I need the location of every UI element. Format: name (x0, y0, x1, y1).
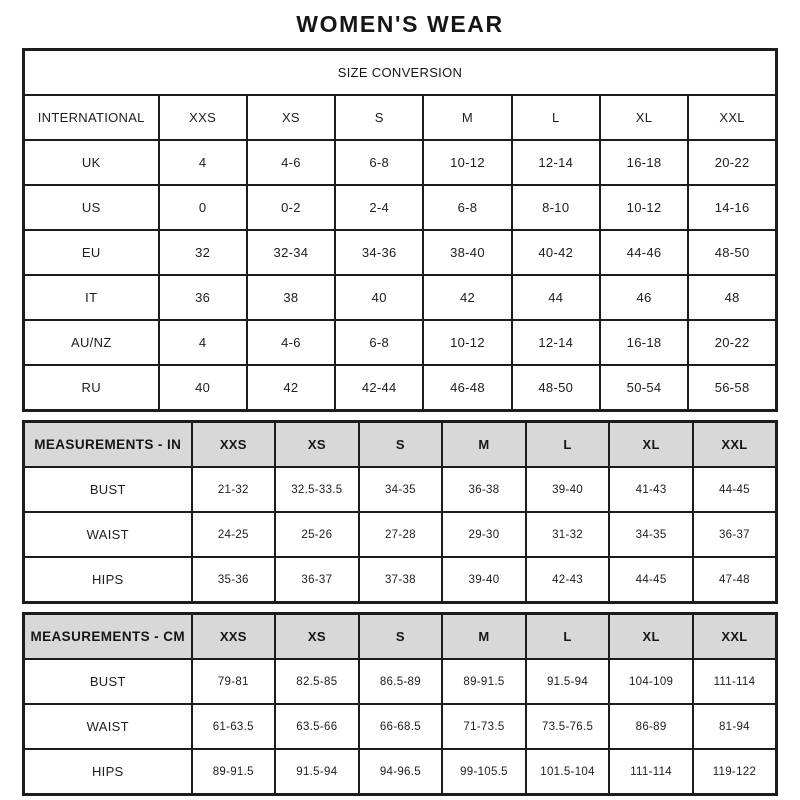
measurement-value: 89-91.5 (192, 749, 276, 795)
col-header-international: INTERNATIONAL (24, 95, 159, 140)
size-value: 0 (159, 185, 247, 230)
size-value: 6-8 (335, 320, 423, 365)
table-row-uk (24, 140, 777, 185)
size-conversion-banner: SIZE CONVERSION (24, 50, 777, 96)
page-title: WOMEN'S WEAR (296, 11, 504, 37)
col-header-m: M (442, 614, 526, 660)
measurements-cm-header-row (24, 614, 777, 660)
size-value: 36 (159, 275, 247, 320)
size-value: 4 (159, 140, 247, 185)
size-conversion-table (22, 48, 778, 412)
size-value: 48-50 (512, 365, 600, 411)
col-header-l: L (512, 95, 600, 140)
measurement-value: 42-43 (526, 557, 610, 603)
size-value: 6-8 (423, 185, 511, 230)
col-header-xs: XS (275, 614, 359, 660)
size-value: 8-10 (512, 185, 600, 230)
table-row-it (24, 275, 777, 320)
size-value: 4-6 (247, 140, 335, 185)
measurement-value: 24-25 (192, 512, 276, 557)
table-row-eu (24, 230, 777, 275)
measurement-value: 36-38 (442, 467, 526, 512)
col-header-xxl: XXL (688, 95, 776, 140)
region-label: US (24, 185, 159, 230)
size-value: 44 (512, 275, 600, 320)
size-value: 46 (600, 275, 688, 320)
measurements-in-table (22, 420, 778, 604)
size-value: 10-12 (423, 140, 511, 185)
size-value: 34-36 (335, 230, 423, 275)
measurement-value: 37-38 (359, 557, 443, 603)
table-row-us (24, 185, 777, 230)
col-header-xl: XL (609, 422, 693, 468)
measurement-value: 89-91.5 (442, 659, 526, 704)
measurement-value: 36-37 (275, 557, 359, 603)
col-header-xs: XS (275, 422, 359, 468)
measurement-value: 36-37 (693, 512, 777, 557)
size-value: 20-22 (688, 140, 776, 185)
size-value: 10-12 (600, 185, 688, 230)
size-conversion-banner-row (24, 50, 777, 96)
measurement-value: 39-40 (526, 467, 610, 512)
measurement-value: 66-68.5 (359, 704, 443, 749)
measurement-value: 91.5-94 (275, 749, 359, 795)
size-value: 14-16 (688, 185, 776, 230)
size-value: 56-58 (688, 365, 776, 411)
size-value: 42-44 (335, 365, 423, 411)
measurement-value: 111-114 (609, 749, 693, 795)
measurement-value: 47-48 (693, 557, 777, 603)
col-header-s: S (335, 95, 423, 140)
size-value: 46-48 (423, 365, 511, 411)
measurement-value: 27-28 (359, 512, 443, 557)
measurement-value: 91.5-94 (526, 659, 610, 704)
region-label: RU (24, 365, 159, 411)
col-header-xxs: XXS (192, 614, 276, 660)
measurements-cm-table (22, 612, 778, 796)
region-label: AU/NZ (24, 320, 159, 365)
size-value: 4 (159, 320, 247, 365)
measurement-value: 101.5-104 (526, 749, 610, 795)
measurement-value: 119-122 (693, 749, 777, 795)
size-value: 32 (159, 230, 247, 275)
col-header-m: M (423, 95, 511, 140)
size-chart-sheet (22, 0, 778, 796)
measurement-value: 99-105.5 (442, 749, 526, 795)
col-header-s: S (359, 614, 443, 660)
size-value: 42 (423, 275, 511, 320)
measurement-label: BUST (24, 659, 192, 704)
size-value: 4-6 (247, 320, 335, 365)
size-value: 12-14 (512, 320, 600, 365)
measurement-value: 111-114 (693, 659, 777, 704)
size-value: 40 (335, 275, 423, 320)
measurement-value: 44-45 (609, 557, 693, 603)
measurement-value: 81-94 (693, 704, 777, 749)
table-row-waist-in (24, 512, 777, 557)
table-row-waist-cm (24, 704, 777, 749)
col-header-l: L (526, 422, 610, 468)
region-label: IT (24, 275, 159, 320)
table-row-bust-cm (24, 659, 777, 704)
measurement-value: 86.5-89 (359, 659, 443, 704)
table-row-aunz (24, 320, 777, 365)
col-header-xl: XL (609, 614, 693, 660)
size-value: 48 (688, 275, 776, 320)
col-header-xl: XL (600, 95, 688, 140)
size-value: 44-46 (600, 230, 688, 275)
size-value: 40 (159, 365, 247, 411)
measurement-label: BUST (24, 467, 192, 512)
measurement-value: 39-40 (442, 557, 526, 603)
size-value: 6-8 (335, 140, 423, 185)
measurement-label: HIPS (24, 557, 192, 603)
measurement-label: HIPS (24, 749, 192, 795)
measurement-value: 41-43 (609, 467, 693, 512)
measurement-value: 82.5-85 (275, 659, 359, 704)
col-header-xxl: XXL (693, 422, 777, 468)
size-value: 32-34 (247, 230, 335, 275)
measurement-value: 73.5-76.5 (526, 704, 610, 749)
col-header-xs: XS (247, 95, 335, 140)
col-header-measurements-cm: MEASUREMENTS - CM (24, 614, 192, 660)
measurement-value: 104-109 (609, 659, 693, 704)
size-value: 40-42 (512, 230, 600, 275)
region-label: EU (24, 230, 159, 275)
size-value: 16-18 (600, 140, 688, 185)
measurement-label: WAIST (24, 704, 192, 749)
col-header-xxs: XXS (159, 95, 247, 140)
size-value: 38-40 (423, 230, 511, 275)
measurement-value: 63.5-66 (275, 704, 359, 749)
size-value: 2-4 (335, 185, 423, 230)
measurement-value: 29-30 (442, 512, 526, 557)
col-header-m: M (442, 422, 526, 468)
size-conversion-header-row (24, 95, 777, 140)
table-row-ru (24, 365, 777, 411)
col-header-xxs: XXS (192, 422, 276, 468)
measurement-value: 86-89 (609, 704, 693, 749)
col-header-l: L (526, 614, 610, 660)
size-value: 20-22 (688, 320, 776, 365)
size-value: 38 (247, 275, 335, 320)
measurement-label: WAIST (24, 512, 192, 557)
table-row-hips-in (24, 557, 777, 603)
table-row-hips-cm (24, 749, 777, 795)
measurements-in-header-row (24, 422, 777, 468)
measurement-value: 94-96.5 (359, 749, 443, 795)
size-value: 16-18 (600, 320, 688, 365)
measurement-value: 34-35 (359, 467, 443, 512)
measurement-value: 25-26 (275, 512, 359, 557)
size-value: 42 (247, 365, 335, 411)
table-row-bust-in (24, 467, 777, 512)
measurement-value: 34-35 (609, 512, 693, 557)
measurement-value: 71-73.5 (442, 704, 526, 749)
measurement-value: 35-36 (192, 557, 276, 603)
region-label: UK (24, 140, 159, 185)
col-header-xxl: XXL (693, 614, 777, 660)
size-value: 10-12 (423, 320, 511, 365)
size-value: 12-14 (512, 140, 600, 185)
measurement-value: 79-81 (192, 659, 276, 704)
col-header-measurements-in: MEASUREMENTS - IN (24, 422, 192, 468)
measurement-value: 32.5-33.5 (275, 467, 359, 512)
size-value: 50-54 (600, 365, 688, 411)
measurement-value: 44-45 (693, 467, 777, 512)
col-header-s: S (359, 422, 443, 468)
size-value: 48-50 (688, 230, 776, 275)
measurement-value: 31-32 (526, 512, 610, 557)
measurement-value: 21-32 (192, 467, 276, 512)
size-value: 0-2 (247, 185, 335, 230)
measurement-value: 61-63.5 (192, 704, 276, 749)
